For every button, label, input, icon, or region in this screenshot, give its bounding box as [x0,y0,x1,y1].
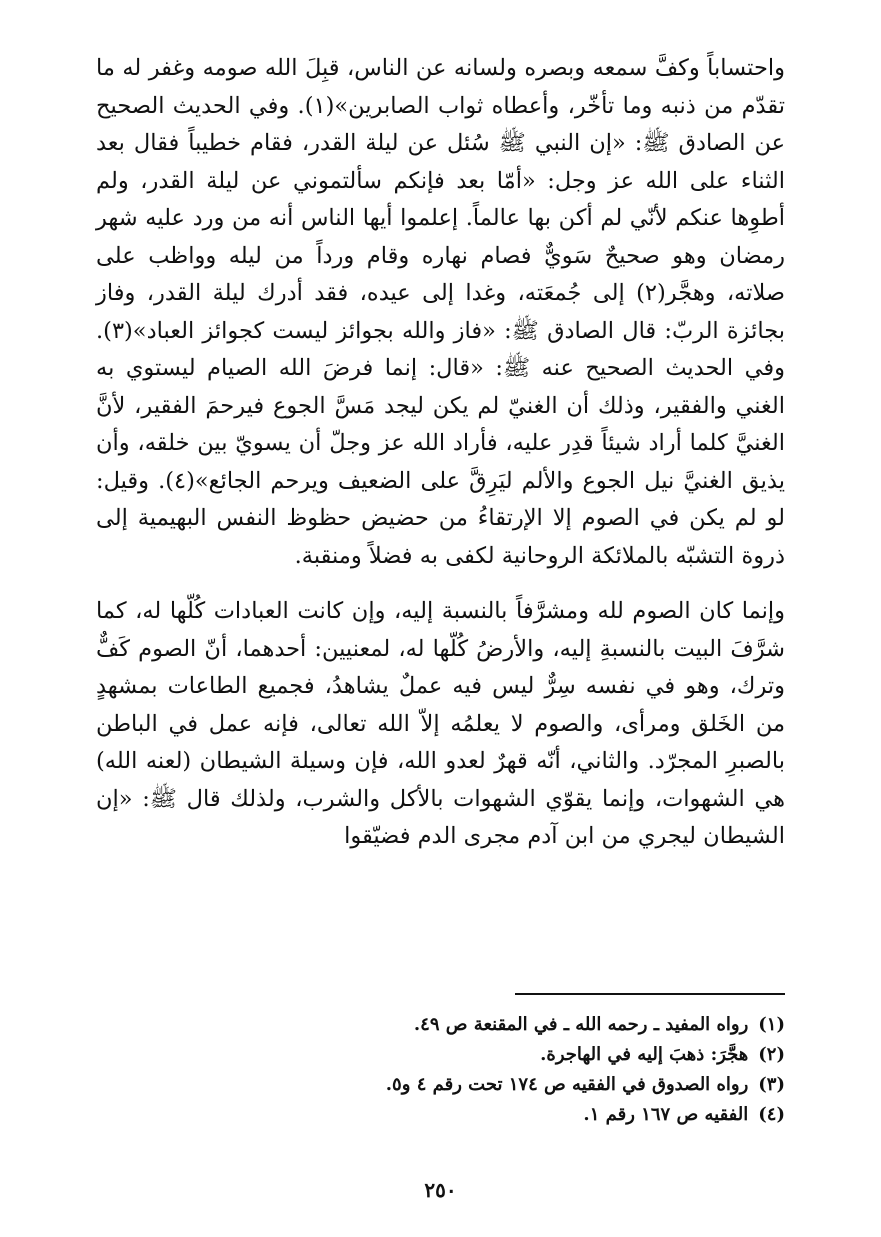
footnote-text: هجَّرَ: ذهبَ إليه في الهاجرة. [540,1044,749,1065]
footnote-number: (٣) [758,1074,785,1095]
paragraph-1: واحتساباً وكفَّ سمعه وبصره ولسانه عن الناس، قبِلَ الله صومه وغفر له ما تقدّم من ذنبه وما تأخّر، وأعطاه ثواب الصابرين»(١). وفي الحديث الصحيح عن الصادق ﷺ: «إن النبي ﷺ سُئل عن ليلة القدر، فقام خطيباً فقال بعد الثناء على الله عز وجل: «أمّا بعد فإنكم سألتموني عن ليلة القدر، ولم أطوِها عنكم لأنّي لم أكن بها عالماً. إعلموا أيها الناس أنه من ورد عليه شهر رمضان وهو صحيحٌ سَويٌّ فصام نهاره وقام ورداً من ليله وواظب على صلاته، وهجَّر(٢) إلى جُمعَته، وغدا إلى عيده، فقد أدرك ليلة القدر، وفاز بجائزة الربّ: قال الصادق ﷺ: «فاز والله بجوائز ليست كجوائز العباد»(٣). وفي الحديث الصحيح عنه ﷺ: «قال: إنما فرضَ الله الصيام ليستوي به الغني والفقير، وذلك أن الغنيّ لم يكن ليجد مَسَّ الجوع فيرحمَ الفقير، لأنَّ الغنيَّ كلما أراد شيئاً قدِر عليه، فأراد الله عز وجلّ أن يسويّ بين خلقه، وأن يذيق الغنيَّ نيل الجوع والألم ليَرِقَّ على الضعيف ويرحم الجائع»(٤). وقيل: لو لم يكن في الصوم إلا الإرتقاءُ من حضيض حظوظ النفس البهيمية إلى ذروة التشبّه بالملائكة الروحانية لكفى به فضلاً ومنقبة. [96,55,786,569]
footnote-number: (١) [758,1014,785,1035]
footnotes [96,1010,785,1130]
paragraph-2: وإنما كان الصوم لله ومشرَّفاً بالنسبة إليه، وإن كانت العبادات كُلّها له، كما شرَّفَ البيت بالنسبةِ إليه، والأرضُ كُلّها له، لمعنيين: أحدهما، أنّ الصوم كَفٌّ وترك، وهو في نفسه سِرٌّ ليس فيه عملٌ يشاهدُ، فجميع الطاعات بمشهدٍ من الخَلق ومرأى، والصوم لا يعلمُه إلاّ الله تعالى، فإنه عمل في الباطن بالصبرِ المجرّد. والثاني، أنّه قهرٌ لعدو الله، فإن وسيلة الشيطان (لعنه الله) هي الشهوات، وإنما يقوّي الشهوات بالأكل والشرب، ولذلك قال ﷺ: «إن الشيطان ليجري من ابن آدم مجرى الدم فضيّقوا [96,598,785,849]
footnote-item [96,1070,785,1100]
footnote-item [96,1040,785,1070]
footnote-text: الفقيه ص ١٦٧ رقم ١. [583,1104,749,1125]
main-text [96,50,785,856]
footnote-text: رواه المفيد ـ رحمه الله ـ في المقنعة ص ٤٩. [413,1014,749,1035]
footnote-item [96,1100,785,1130]
page-number: ٢٥٠ [424,1178,457,1202]
footnote-text: رواه الصدوق في الفقيه ص ١٧٤ تحت رقم ٤ و٥. [385,1074,749,1095]
footnote-number: (٢) [758,1044,785,1065]
footnote-separator [515,993,785,995]
footnote-number: (٤) [758,1104,785,1125]
footnote-item [96,1010,785,1040]
